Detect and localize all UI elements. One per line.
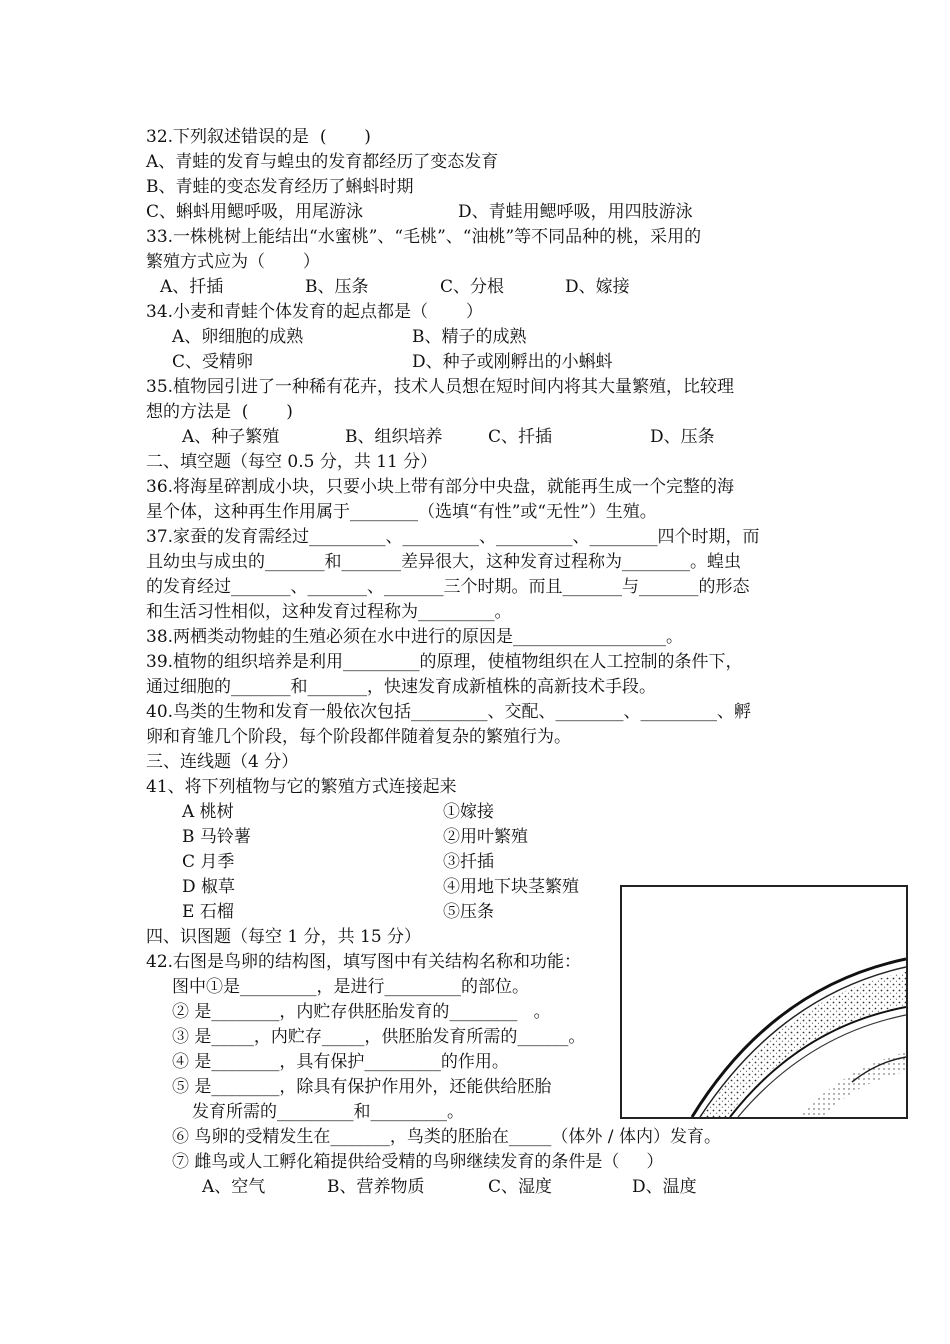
match-plant-item: E 石榴 xyxy=(182,902,234,922)
q42-item-2: ② 是________，内贮存供胚胎发育的________ 。 xyxy=(172,1002,551,1022)
question-36-line2: 星个体，这种再生作用属于________（选填“有性”或“无性”）生殖。 xyxy=(146,502,657,522)
q42-item-4: ④ 是________，具有保护_________的作用。 xyxy=(172,1052,509,1072)
q34-option-b: B、精子的成熟 xyxy=(412,327,527,347)
match-plant-item: B 马铃薯 xyxy=(182,827,251,847)
q42-option-c: C、湿度 xyxy=(488,1177,553,1197)
q42-item-7: ⑦ 雌鸟或人工孵化箱提供给受精的鸟卵继续发育的条件是（ ） xyxy=(172,1152,664,1172)
question-33-line2: 繁殖方式应为（ ） xyxy=(146,252,320,272)
question-36-line1: 36.将海星碎割成小块，只要小块上带有部分中央盘，就能再生成一个完整的海 xyxy=(146,477,735,497)
question-37-line2: 且幼虫与成虫的_______和_______差异很大，这种发育过程称为________。蝗虫 xyxy=(146,552,741,572)
question-39-line2: 通过细胞的_______和_______，快速发育成新植株的高新技术手段。 xyxy=(146,677,656,697)
question-34: 34.小麦和青蛙个体发育的起点都是（ ） xyxy=(146,302,483,322)
q33-option-a: A、扦插 xyxy=(160,277,224,297)
question-35-line2: 想的方法是 ( ) xyxy=(146,402,293,422)
match-method-item: ①嫁接 xyxy=(443,802,494,822)
match-method-item: ⑤压条 xyxy=(443,902,494,922)
q42-item-5: ⑤ 是________，除具有保护作用外，还能供给胚胎 xyxy=(172,1077,552,1097)
q42-option-a: A、空气 xyxy=(202,1177,266,1197)
question-32: 32.下列叙述错误的是 ( ) xyxy=(146,127,371,147)
question-37-line1: 37.家蚕的发育需经过_________、_________、_________、________四个时期，而 xyxy=(146,527,760,547)
question-41: 41、将下列植物与它的繁殖方式连接起来 xyxy=(146,777,457,797)
match-method-item: ③扦插 xyxy=(443,852,494,872)
q35-option-c: C、扦插 xyxy=(488,427,553,447)
question-35-line1: 35.植物园引进了一种稀有花卉，技术人员想在短时间内将其大量繁殖，比较理 xyxy=(146,377,735,397)
match-plant-item: C 月季 xyxy=(182,852,235,872)
q32-option-b: B、青蛙的变态发育经历了蝌蚪时期 xyxy=(146,177,414,197)
q32-option-a: A、青蛙的发育与蝗虫的发育都经历了变态发育 xyxy=(146,152,499,172)
q42-option-d: D、温度 xyxy=(632,1177,697,1197)
q33-option-b: B、压条 xyxy=(305,277,369,297)
q34-option-a: A、卵细胞的成熟 xyxy=(172,327,304,347)
bird-egg-figure xyxy=(620,885,908,1119)
match-plant-item: D 椒草 xyxy=(182,877,236,897)
q35-option-a: A、种子繁殖 xyxy=(182,427,280,447)
question-33-line1: 33.一株桃树上能结出“水蜜桃”、“毛桃”、“油桃”等不同品种的桃，采用的 xyxy=(146,227,702,247)
q33-option-c: C、分根 xyxy=(440,277,505,297)
question-38: 38.两栖类动物蛙的生殖必须在水中进行的原因是__________________。 xyxy=(146,627,684,647)
q34-option-d: D、种子或刚孵出的小蝌蚪 xyxy=(412,352,613,372)
section-3-heading: 三、连线题（4 分） xyxy=(146,752,299,772)
q42-item-3: ③ 是_____，内贮存_____，供胚胎发育所需的______。 xyxy=(172,1027,586,1047)
match-plant-item: A 桃树 xyxy=(182,802,234,822)
question-39-line1: 39.植物的组织培养是利用_________的原理，使植物组织在人工控制的条件下， xyxy=(146,652,743,672)
q42-item-6: ⑥ 鸟卵的受精发生在_______，鸟类的胚胎在_____（体外 / 体内）发育。 xyxy=(172,1127,721,1147)
q42-item-5-cont: 发育所需的_________和_________。 xyxy=(192,1102,464,1122)
q33-option-d: D、嫁接 xyxy=(565,277,630,297)
question-37-line3: 的发育经过_______、_______、_______三个时期。而且_______与_______的形态 xyxy=(146,577,750,597)
match-method-item: ④用地下块茎繁殖 xyxy=(443,877,579,897)
q34-option-c: C、受精卵 xyxy=(172,352,254,372)
section-4-heading: 四、识图题（每空 1 分，共 15 分） xyxy=(146,927,422,947)
q35-option-b: B、组织培养 xyxy=(345,427,443,447)
section-2-heading: 二、填空题（每空 0.5 分，共 11 分） xyxy=(146,452,438,472)
q32-option-d: D、青蛙用鳃呼吸，用四肢游泳 xyxy=(458,202,693,222)
question-42: 42.右图是鸟卵的结构图，填写图中有关结构名称和功能： xyxy=(146,952,582,972)
q35-option-d: D、压条 xyxy=(650,427,715,447)
q42-option-b: B、营养物质 xyxy=(327,1177,425,1197)
question-37-line4: 和生活习性相似，这种发育过程称为_________。 xyxy=(146,602,512,622)
question-40-line1: 40.鸟类的生物和发育一般依次包括_________、交配、________、_________、孵 xyxy=(146,702,752,722)
q42-item-1: 图中①是_________，是进行_________的部位。 xyxy=(172,977,529,997)
match-method-item: ②用叶繁殖 xyxy=(443,827,528,847)
bird-egg-structure-icon xyxy=(622,887,906,1117)
question-40-line2: 卵和育雏几个阶段，每个阶段都伴随着复杂的繁殖行为。 xyxy=(146,727,571,747)
q32-option-c: C、蝌蚪用鳃呼吸，用尾游泳 xyxy=(146,202,364,222)
